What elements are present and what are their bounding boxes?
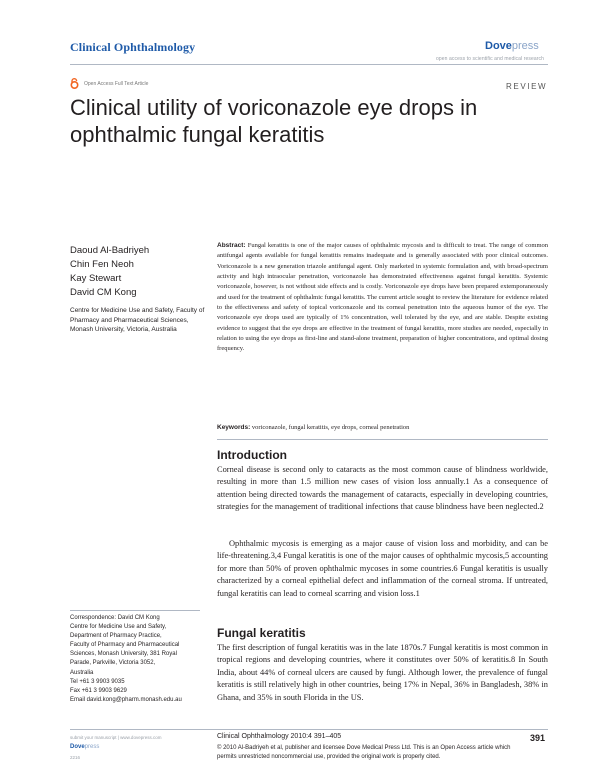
publisher-tagline: open access to scientific and medical research bbox=[436, 56, 544, 62]
keywords-label: Keywords: bbox=[217, 424, 251, 431]
keywords-text: voriconazole, fungal keratitis, eye drops, corneal penetration bbox=[251, 424, 410, 431]
header-rule bbox=[70, 64, 548, 65]
footer-dove: Dove bbox=[70, 744, 85, 750]
fungal-keratitis-heading: Fungal keratitis bbox=[217, 626, 306, 640]
open-access-icon bbox=[70, 78, 79, 89]
author-name: Daoud Al-Badriyeh bbox=[70, 245, 150, 256]
abstract-label: Abstract: bbox=[217, 242, 246, 249]
correspondence-label: Correspondence: David CM Kong bbox=[70, 615, 160, 621]
submit-manuscript-link[interactable]: submit your manuscript | www.dovepress.com bbox=[70, 735, 162, 740]
introduction-paragraph: Ophthalmic mycosis is emerging as a major cause of vision loss and morbidity, and can be life-threatening.3,4 Fungal keratitis is one of the major causes of ophthalmic mycosis,5 accounting for more than 50% of proven ophthalmic mycoses in some countries.6 Fungal keratitis is usually characterized by a corneal epithelial defect and inflammation of the corneal stroma. If untreated, fungal keratitis can lead to corneal scarring and vision loss.1 bbox=[217, 539, 548, 598]
correspondence-line: Faculty of Pharmacy and Pharmaceutical bbox=[70, 642, 180, 649]
correspondence-rule bbox=[70, 610, 200, 611]
author-name: David CM Kong bbox=[70, 287, 137, 298]
journal-name: Clinical Ophthalmology bbox=[70, 40, 196, 54]
correspondence-line: Department of Pharmacy Practice, bbox=[70, 633, 162, 640]
author-list bbox=[70, 244, 210, 300]
footer-code: 2216 bbox=[70, 755, 81, 760]
correspondence-block bbox=[70, 614, 212, 705]
correspondence-line: Tel +61 3 9903 9035 bbox=[70, 678, 125, 685]
correspondence-email[interactable]: Email david.kong@pharm.monash.edu.au bbox=[70, 696, 182, 703]
article-type: REVIEW bbox=[506, 82, 548, 91]
page-number: 391 bbox=[530, 733, 546, 743]
correspondence-line: Fax +61 3 9903 9629 bbox=[70, 687, 127, 694]
correspondence-line: Sciences, Monash University, 381 Royal bbox=[70, 651, 177, 658]
publisher-press: press bbox=[511, 40, 539, 52]
correspondence-line: Parade, Parkville, Victoria 3052, bbox=[70, 660, 156, 667]
author-affiliation: Centre for Medicine Use and Safety, Faculty of Pharmacy and Pharmaceutical Sciences, Monash University, Victoria, Australia bbox=[70, 307, 205, 333]
article-title: Clinical utility of voriconazole eye drops in ophthalmic fungal keratitis bbox=[70, 95, 478, 147]
introduction-paragraph: Corneal disease is second only to cataracts as the most common cause of blindness worldwide, resulting in more than 1.5 million new cases of vision loss annually.1 As a consequence of attention being directed towards the management of cataracts, especially in developing countries, strategies for the management of traditional infections that cause blindness have been neglected.2 bbox=[217, 465, 548, 512]
abstract-rule bbox=[217, 439, 548, 440]
abstract-text: Fungal keratitis is one of the major causes of ophthalmic mycosis and is difficult to treat. The range of common antifungal agents available for fungal keratitis remains inadequate and is generally associated with poor clinical outcomes. Voriconazole is a new generation triazole antifungal agent. Only marketed in systemic formulation and, with broad-spectrum activity and high intraocular penetration, voriconazole has demonstrated effectiveness against fungal keratitis. Systemic voriconazole, however, is not without side effects and is costly. Voriconazole eye drops have been prepared extemporaneously and used for the treatment of ophthalmic fungal keratitis. The current article sought to review the literature for evidence related to the effectiveness and safety of topical voriconazole and its corneal penetration into the aqueous humor of the eye. The voriconazole eye drops used are typically of 1% concentration, well tolerated by the eye, and are stable. Despite existing evidence to suggest that the eye drops are effective in the treatment of fungal keratitis, more studies are needed, especially in relation to using the eye drops as first-line and stand-alone treatment, preparation of higher concentrations, and optimal dosing frequency. bbox=[217, 242, 549, 353]
author-name: Chin Fen Neoh bbox=[70, 259, 134, 270]
introduction-heading: Introduction bbox=[217, 448, 287, 462]
copyright-notice: © 2010 Al-Badriyeh et al, publisher and licensee Dove Medical Press Ltd. This is an Open Access article which permits unrestricted noncommercial use, provided the original work is properly cited. bbox=[217, 745, 511, 760]
fungal-keratitis-paragraph: The first description of fungal keratitis was in the late 1870s.7 Fungal keratitis is most common in tropical regions and developing countries, where it constitutes over 50% of keratitis.8 In South India, about 44% of corneal ulcers are caused by fungi. Although lower, the prevalence of fungal keratitis is still relatively high in other countries, being 17% in Nepal, 36% in Bangladesh, 38% in Ghana, and 35% in south Florida in the US. bbox=[217, 643, 548, 702]
journal-reference: Clinical Ophthalmology 2010:4 391–405 bbox=[217, 733, 342, 740]
footer-rule bbox=[70, 729, 548, 730]
open-access-badge bbox=[70, 78, 148, 89]
publisher-dove: Dove bbox=[485, 40, 512, 52]
keywords bbox=[217, 423, 548, 433]
open-access-label: Open Access Full Text Article bbox=[84, 80, 149, 87]
correspondence-line: Centre for Medicine Use and Safety, bbox=[70, 624, 167, 631]
abstract bbox=[217, 241, 548, 355]
footer-press: press bbox=[84, 744, 100, 750]
footer-logo bbox=[70, 744, 99, 750]
publisher-logo bbox=[485, 40, 539, 52]
correspondence-line: Australia bbox=[70, 669, 94, 676]
author-name: Kay Stewart bbox=[70, 273, 122, 284]
